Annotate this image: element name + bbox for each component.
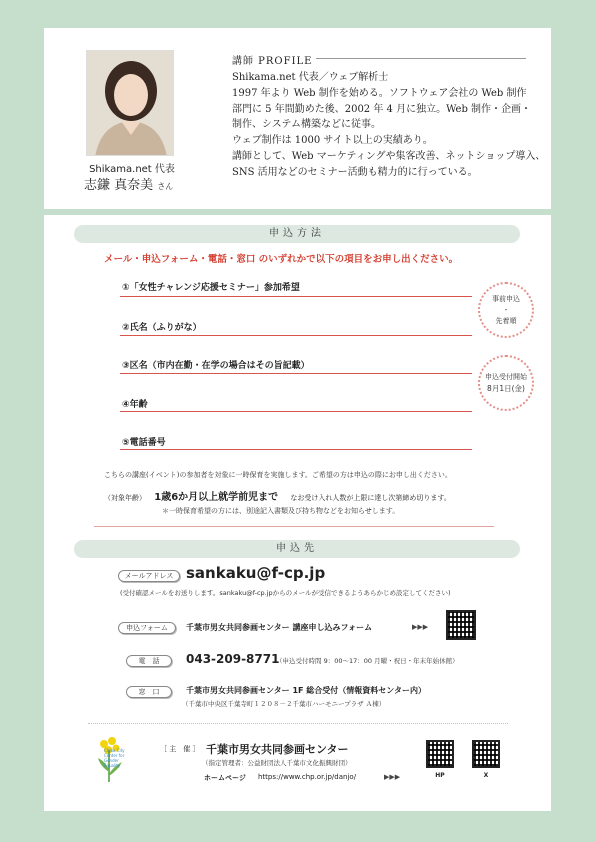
childcare-age-label: （対象年齢）: [104, 494, 146, 502]
instructor-photo: [86, 50, 174, 156]
apply-item-3: ③区名（市内在勤・在学の場合はその旨記載）: [122, 361, 310, 371]
profile-heading-rule: [316, 58, 526, 59]
childcare-note: ＊一時保育希望の方には、別途記入書類及び持ち物などをお知らせします。: [162, 507, 400, 515]
hp-qr-code[interactable]: [426, 740, 454, 768]
apply-line-4: [120, 411, 472, 412]
phone-number[interactable]: 043-209-8771: [186, 652, 280, 666]
childcare-age-value: 1歳6か月以上就学前児まで: [154, 492, 279, 503]
phone-note: （申込受付時間 9：00～17：00 月曜・祝日・年末年始休館）: [276, 657, 459, 665]
apply-item-2: ②氏名（ふりがな）: [122, 323, 202, 333]
email-label: メールアドレス: [118, 570, 180, 582]
bio-line: 制作、システム構築などに従事。: [232, 119, 381, 131]
window-label: 窓 口: [126, 686, 172, 698]
email-address[interactable]: sankaku@f-cp.jp: [186, 564, 326, 582]
bio-line: 講師として、Web マーケティングや集客改善、ネットショップ導入、: [232, 150, 546, 162]
apply-heading-band: 申込方法: [74, 225, 520, 243]
childcare-divider: [94, 526, 494, 527]
instructor-name: 志鎌 真奈美: [84, 178, 154, 193]
form-text[interactable]: 千葉市男女共同参画センター 講座申し込みフォーム: [186, 623, 373, 632]
seal-text: 8月1日(金): [487, 384, 525, 393]
profile-heading: 講師 PROFILE: [232, 56, 313, 67]
footer-divider: [88, 723, 508, 724]
childcare-intro: こちらの講座(イベント)の参加者を対象に一時保育を実施します。ご希望の方は申込の際にお申し出ください。: [104, 471, 452, 479]
childcare-age-row: [104, 488, 504, 503]
apply-line-2: [120, 335, 472, 336]
instructor-name-wrap: [84, 174, 194, 193]
phone-label: 電 話: [126, 655, 172, 667]
x-qr-code[interactable]: [472, 740, 500, 768]
bio-line: 部門に 5 年間勤めた後、2002 年 4 月に独立。Web 制作・企画・: [232, 103, 532, 115]
instructor-honorific: さん: [157, 182, 174, 191]
bio-line: 1997 年より Web 制作を始める。ソフトウェア会社の Web 制作: [232, 87, 527, 99]
bio-line: SNS 活用などのセミナー活動も精力的に行っている。: [232, 166, 478, 178]
window-text: 千葉市男女共同参画センター 1F 総合受付（情報資料センター内）: [186, 686, 426, 695]
email-note: (受付確認メールをお送りします。sankaku@f-cp.jpからのメールが受信できるようあらかじめ設定してください): [120, 589, 451, 597]
seal-text: 申込受付開始: [485, 373, 527, 381]
apply-line-5: [120, 449, 472, 450]
apply-item-4: ④年齢: [122, 400, 148, 410]
form-arrow-icon: ▶▶▶: [412, 623, 429, 631]
hp-qr-label: HP: [435, 772, 445, 779]
apply-line-1: [120, 296, 472, 297]
window-address: （千葉市中央区千葉寺町１２０８－２千葉市ハーモニープラザ Ａ棟）: [182, 700, 386, 708]
apply-line-3: [120, 373, 472, 374]
seal-start-date: [478, 355, 534, 411]
host-manager: （指定管理者：公益財団法人千葉市文化振興財団）: [202, 759, 352, 767]
bio-line: ウェブ制作は 1000 サイト以上の実績あり。: [232, 135, 433, 147]
seal-text: ・: [502, 305, 510, 314]
apply-item-1: ①「女性チャレンジ応援セミナー」参加希望: [122, 283, 300, 293]
apply-lead: メール・申込フォーム・電話・窓口 のいずれかで以下の項目をお申し出ください。: [104, 254, 459, 265]
logo-text: Chiba City Center for Gender Equality: [104, 748, 125, 768]
apply-item-5: ⑤電話番号: [122, 438, 166, 448]
contact-heading-band: 申込先: [74, 540, 520, 558]
hp-arrow-icon: ▶▶▶: [384, 773, 401, 781]
childcare-age-note: なお受け入れ人数が上限に達し次第締め切ります。: [290, 494, 451, 502]
hp-label: ホームページ: [204, 774, 246, 782]
host-label: ［ 主 催 ］: [160, 745, 200, 753]
x-qr-label: X: [483, 772, 489, 779]
form-qr-code[interactable]: [446, 610, 476, 640]
bio-line: Shikama.net 代表／ウェブ解析士: [232, 72, 389, 83]
profile-bio: [232, 70, 548, 181]
seal-advance-booking: [478, 282, 534, 338]
seal-text: 先着順: [495, 316, 517, 325]
host-name: 千葉市男女共同参画センター: [206, 743, 349, 756]
instructor-affiliation: Shikama.net 代表: [89, 164, 175, 175]
seal-text: 事前申込: [492, 294, 520, 303]
hp-url[interactable]: https://www.chp.or.jp/danjo/: [258, 773, 357, 781]
form-label: 申込フォーム: [118, 622, 176, 634]
